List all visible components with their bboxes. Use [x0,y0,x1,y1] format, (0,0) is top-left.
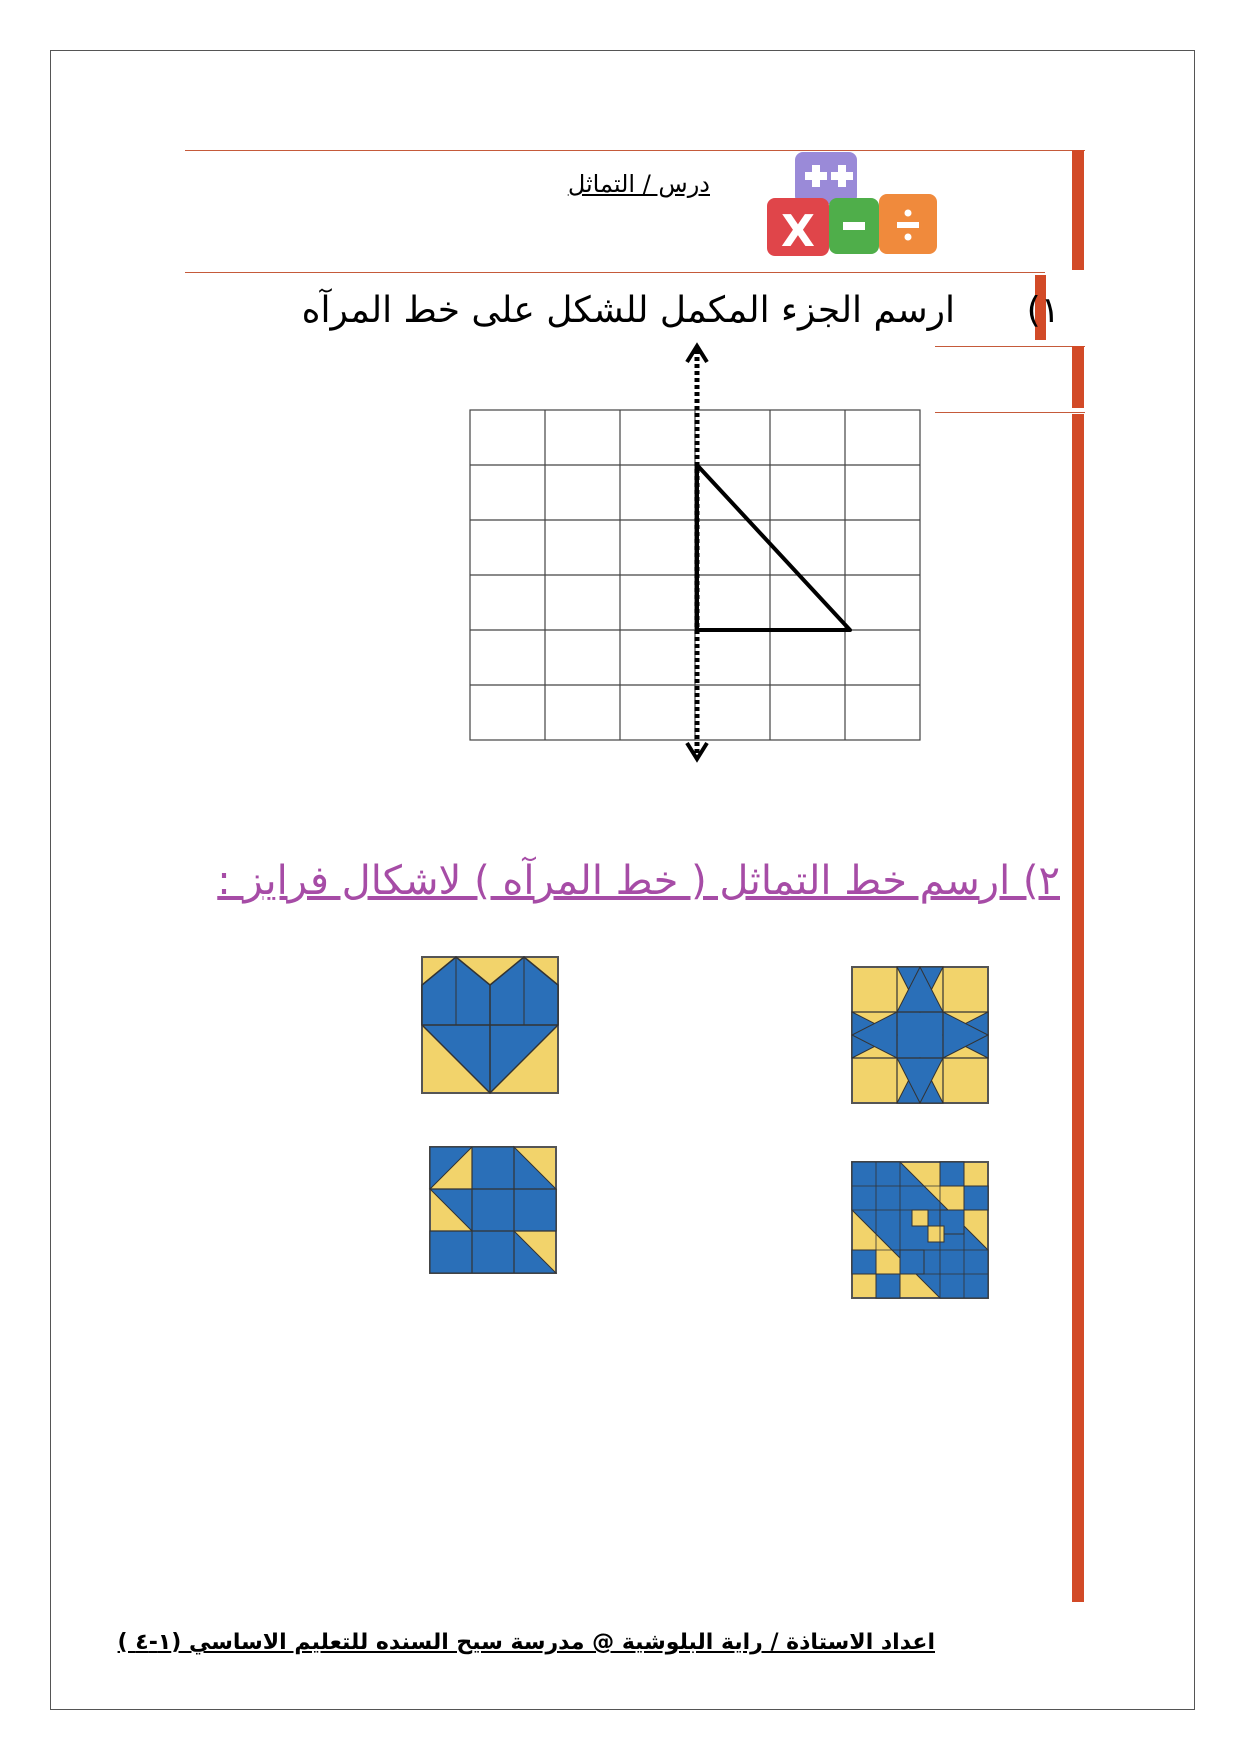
quilt-pinwheel[interactable] [428,1145,558,1275]
question-1-number: ١) [1026,290,1060,331]
accent-bar-header [1072,150,1084,270]
quilt-diagonal[interactable] [850,1160,990,1300]
header-bottom-rule [185,272,1045,273]
quilt-heart[interactable] [420,955,560,1095]
math-operators-logo [765,150,945,260]
footer-credit: اعداد الاستاذة / راية البلوشية @ مدرسة سيح السنده للتعليم الاساسي (١-٤ ) [117,1630,935,1655]
svg-text:X: X [781,206,815,257]
mirror-grid [465,330,935,780]
divide-icon [879,194,937,254]
question-1-text: ارسم الجزء المكمل للشكل على خط المرآه [301,290,955,331]
question-2-text: ٢) ارسم خط التماثل ( خط المرآه ) لاشكال فرايز : [217,858,1060,904]
plus-icon [795,152,857,204]
minus-icon [829,198,879,254]
q1-rule-1 [935,346,1085,347]
multiply-icon [767,198,829,257]
accent-bar-main [1072,414,1084,1602]
accent-bar-q1-lower [1072,346,1084,408]
quilt-star[interactable] [850,965,990,1105]
lesson-title: درس / التماثل [567,170,710,198]
header-top-rule [185,150,1085,151]
q1-rule-2 [935,412,1085,413]
half-triangle [697,465,850,630]
